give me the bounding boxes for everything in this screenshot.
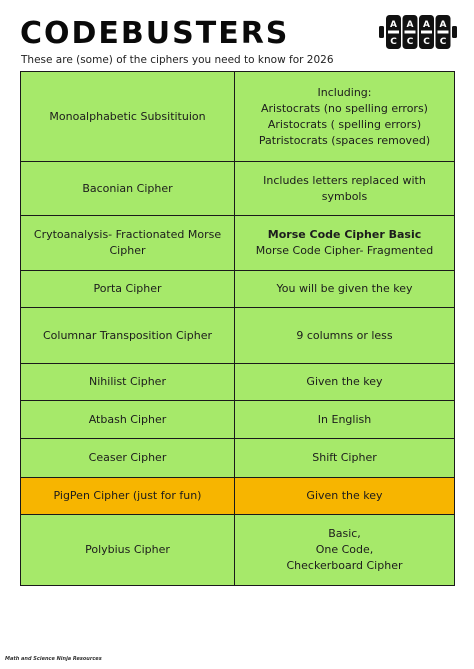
- cipher-detail-line: Checkerboard Cipher: [286, 559, 403, 572]
- cipher-detail-cell: [235, 72, 455, 162]
- cipher-name-cell: [21, 401, 235, 439]
- cipher-name-cell: [21, 308, 235, 364]
- wheel-top-letter: A: [439, 20, 447, 30]
- cipher-detail-cell: [235, 271, 455, 308]
- table-row: [21, 216, 455, 271]
- cipher-detail-line: Includes letters replaced with symbols: [263, 173, 426, 203]
- cipher-detail-line: Given the key: [306, 375, 383, 388]
- table-row: [21, 401, 455, 439]
- cipher-detail-line: In English: [317, 412, 372, 426]
- cipher-name: Columnar Transposition Cipher: [42, 328, 212, 342]
- cipher-detail-cell: [235, 216, 455, 271]
- page-title: CODEBUSTERS: [20, 16, 290, 51]
- cipher-detail-line: Aristocrats ( spelling errors): [267, 117, 422, 131]
- cipher-name: Baconian Cipher: [82, 181, 173, 195]
- cipher-name-cell: [21, 439, 235, 478]
- table-row: [21, 364, 455, 401]
- cipher-name: Monoalphabetic Subsitituion: [49, 109, 206, 123]
- cipher-name-cell: [21, 478, 235, 515]
- cipher-name-cell: [21, 364, 235, 401]
- cipher-detail-line: Shift Cipher: [312, 451, 377, 464]
- cipher-detail-cell: [235, 439, 455, 478]
- cipher-detail-line: One Code,: [315, 543, 374, 556]
- wheel-bottom-letter: C: [406, 37, 414, 47]
- cipher-name: Crytoanalysis- Fractionated Morse Cipher: [33, 228, 222, 257]
- table-row: [21, 271, 455, 308]
- cipher-name-cell: [21, 216, 235, 271]
- cipher-name: Polybius Cipher: [85, 543, 170, 556]
- cipher-detail-cell: [235, 515, 455, 586]
- cipher-detail-cell: [235, 478, 455, 515]
- cipher-detail-cell: [235, 308, 455, 364]
- cipher-detail-line: Aristocrats (no spelling errors): [261, 101, 428, 115]
- cipher-name-cell: [21, 515, 235, 586]
- wheel-bottom-letter: C: [439, 37, 447, 47]
- wheel-top-letter: A: [390, 20, 397, 30]
- cipher-detail-line: Given the key: [306, 489, 383, 502]
- cipher-table: [20, 71, 455, 586]
- table-row: [21, 72, 455, 162]
- cipher-detail-line: Basic,: [328, 527, 361, 540]
- cipher-name-cell: [21, 271, 235, 308]
- wheel-top-letter: A: [406, 20, 414, 30]
- table-row: [21, 515, 455, 586]
- cipher-name: Atbash Cipher: [88, 412, 167, 426]
- wheel-top-letter: A: [423, 20, 430, 30]
- cipher-detail-line: Patristocrats (spaces removed): [258, 133, 431, 147]
- table-row: [21, 308, 455, 364]
- cipher-detail-cell: [235, 364, 455, 401]
- page-subtitle: These are (some) of the ciphers you need to know for 2026: [21, 54, 334, 66]
- wheel-bottom-letter: C: [390, 37, 397, 47]
- cipher-detail-line: 9 columns or less: [296, 328, 393, 342]
- cipher-name: Porta Cipher: [93, 282, 162, 295]
- table-row: [21, 439, 455, 478]
- cipher-name-cell: [21, 72, 235, 162]
- table-row: [21, 162, 455, 216]
- table-row: [21, 478, 455, 515]
- wheel-bottom-letter: C: [423, 37, 430, 47]
- cipher-name-cell: [21, 162, 235, 216]
- cipher-name: Nihilist Cipher: [89, 375, 166, 388]
- cipher-detail-cell: [235, 162, 455, 216]
- cipher-detail-cell: [235, 401, 455, 439]
- cipher-detail-bold: Morse Code Cipher Basic: [267, 228, 422, 241]
- cipher-detail-line: Including:: [317, 85, 372, 99]
- cipher-name: Ceaser Cipher: [88, 451, 167, 464]
- cipher-detail-line: Morse Code Cipher- Fragmented: [255, 244, 434, 257]
- cipher-wheel-icon: [378, 14, 458, 50]
- cipher-detail-line: You will be given the key: [276, 282, 413, 295]
- cipher-name: PigPen Cipher (just for fun): [53, 489, 202, 502]
- footer-credit: Math and Science Ninja Resources: [5, 656, 102, 662]
